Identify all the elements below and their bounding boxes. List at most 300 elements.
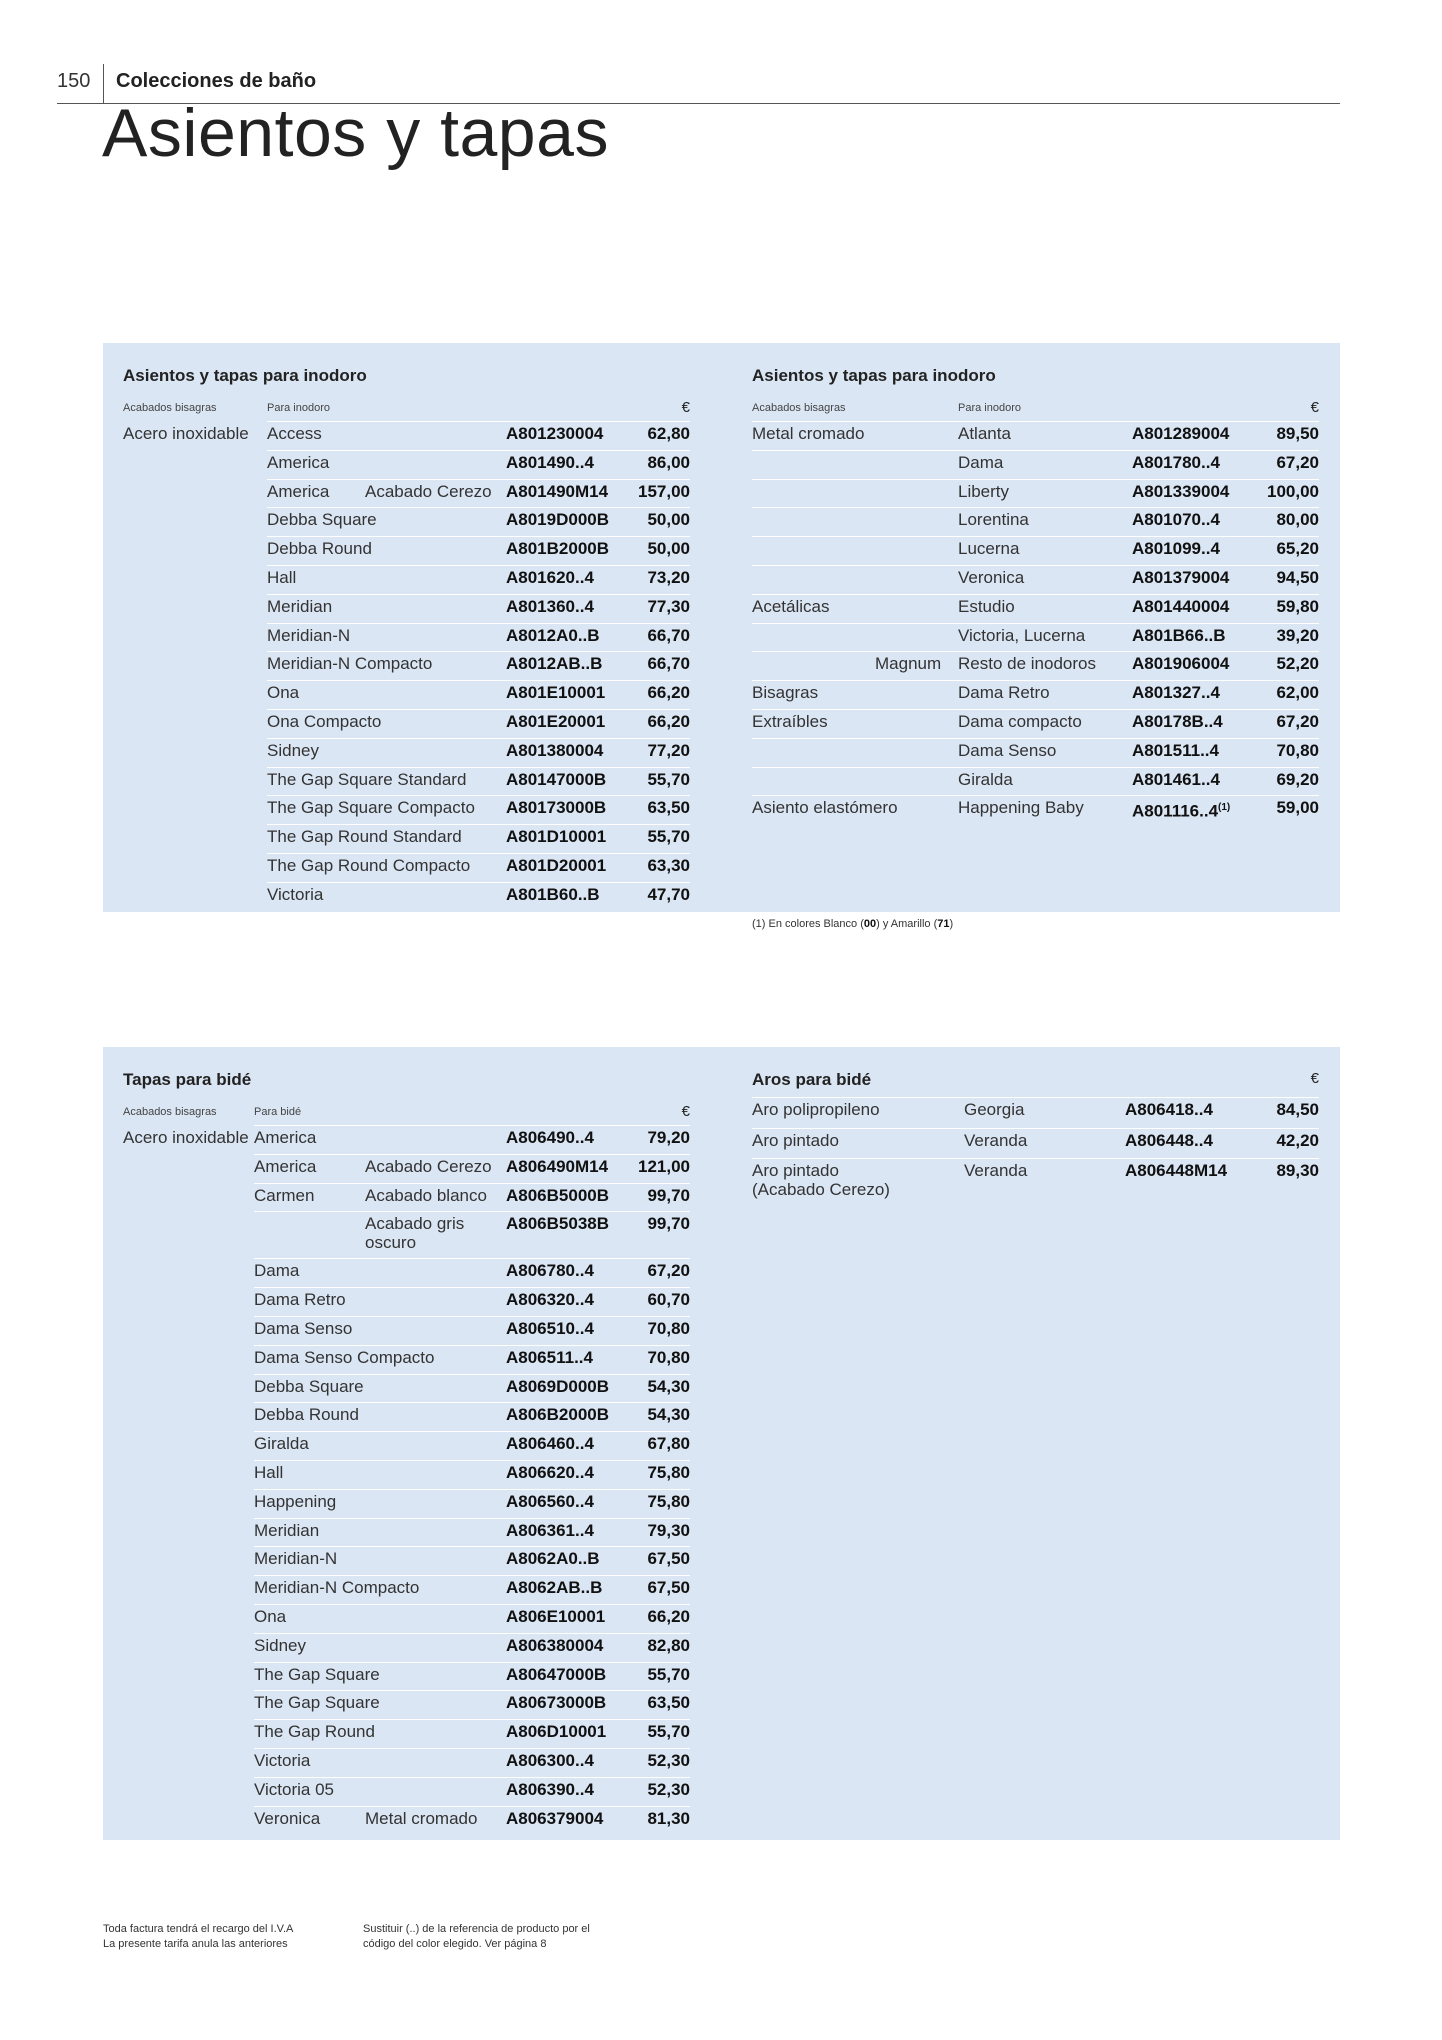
table-row bbox=[123, 565, 690, 594]
finish-cell: Bisagras bbox=[752, 683, 819, 703]
table-row bbox=[123, 1402, 690, 1431]
table-row bbox=[123, 594, 690, 623]
model-cell: Victoria bbox=[254, 1751, 311, 1770]
code-cell: A80178B..4 bbox=[1132, 712, 1223, 731]
price-cell: 79,20 bbox=[647, 1128, 690, 1147]
code-cell: A806490M14 bbox=[506, 1156, 609, 1176]
model-cell: Victoria, Lucerna bbox=[958, 625, 1086, 645]
price-cell: 84,50 bbox=[1276, 1100, 1319, 1119]
table-row bbox=[123, 479, 690, 508]
row-divider bbox=[254, 1719, 690, 1720]
price-cell: 66,20 bbox=[647, 1607, 690, 1626]
code-cell: A801289004 bbox=[1132, 424, 1230, 443]
code-cell: A801360..4 bbox=[506, 596, 594, 616]
price-cell: 70,80 bbox=[1276, 740, 1319, 760]
column-header bbox=[123, 1103, 690, 1123]
col-finish-header: Acabados bisagras bbox=[123, 1106, 217, 1118]
price-cell: 63,50 bbox=[647, 798, 690, 818]
section-title: Colecciones de baño bbox=[116, 70, 317, 92]
price-cell: 67,20 bbox=[647, 1261, 690, 1281]
footer-line: Sustituir (..) de la referencia de producto por el bbox=[363, 1923, 590, 1935]
row-divider bbox=[254, 1431, 690, 1432]
page-title: Asientos y tapas bbox=[102, 95, 609, 171]
row-divider bbox=[752, 479, 1319, 480]
finish-cell: Acetálicas bbox=[752, 596, 830, 616]
price-cell: 52,30 bbox=[647, 1779, 690, 1799]
code-cell: A8069D000B bbox=[506, 1376, 610, 1396]
row-divider bbox=[267, 565, 690, 566]
table-row bbox=[752, 1128, 1319, 1159]
model-cell: Veranda bbox=[964, 1130, 1028, 1150]
code-cell: A806620..4 bbox=[506, 1463, 594, 1482]
row-divider bbox=[752, 565, 1319, 566]
model-cell: Meridian bbox=[254, 1520, 320, 1540]
model-cell: America bbox=[267, 452, 330, 472]
model-cell: America bbox=[254, 1156, 317, 1176]
code-cell: A806511..4 bbox=[506, 1347, 593, 1367]
row-divider bbox=[267, 680, 690, 681]
table-row bbox=[123, 1460, 690, 1489]
table-row bbox=[752, 767, 1319, 796]
table-row bbox=[123, 1662, 690, 1691]
table-row bbox=[123, 1489, 690, 1518]
table-row bbox=[123, 824, 690, 853]
model-cell: Happening bbox=[254, 1491, 337, 1511]
price-cell: 70,80 bbox=[647, 1319, 690, 1338]
table-row bbox=[752, 623, 1319, 652]
table-title: Tapas para bidé bbox=[123, 1070, 252, 1089]
code-cell: A8012AB..B bbox=[506, 654, 603, 674]
row-divider bbox=[752, 507, 1319, 508]
type-cell: Aro pintado bbox=[752, 1130, 839, 1150]
model-cell: Sidney bbox=[254, 1635, 306, 1655]
footer-line: Toda factura tendrá el recargo del I.V.A bbox=[103, 1923, 294, 1935]
model-cell: Dama Senso bbox=[254, 1319, 353, 1338]
code-cell: A806B2000B bbox=[506, 1405, 610, 1425]
price-cell: 94,50 bbox=[1276, 568, 1319, 587]
type-cell: Aro pintado bbox=[752, 1161, 839, 1180]
code-cell: A806418..4 bbox=[1125, 1100, 1213, 1119]
row-divider bbox=[254, 1287, 690, 1288]
row-divider bbox=[254, 1633, 690, 1634]
row-divider bbox=[254, 1258, 690, 1259]
footnote-text: (1) En colores Blanco ( bbox=[752, 918, 864, 930]
row-divider bbox=[752, 1097, 1319, 1098]
row-divider bbox=[254, 1345, 690, 1346]
price-cell: 86,00 bbox=[647, 452, 690, 472]
row-divider bbox=[254, 1154, 690, 1155]
table-row bbox=[752, 536, 1319, 565]
table-row bbox=[123, 1719, 690, 1748]
model-cell: Debba Square bbox=[267, 510, 377, 530]
model-cell: Dama Senso bbox=[958, 740, 1057, 760]
finish-cell: Acero inoxidable bbox=[123, 424, 249, 443]
table-row bbox=[123, 1183, 690, 1212]
code-cell: A806460..4 bbox=[506, 1434, 594, 1454]
table-row bbox=[123, 1777, 690, 1806]
code-cell: A801D10001 bbox=[506, 827, 607, 847]
table-row bbox=[752, 450, 1319, 479]
model-cell: Dama Senso Compacto bbox=[254, 1347, 435, 1367]
row-divider bbox=[267, 421, 690, 422]
row-divider bbox=[254, 1748, 690, 1749]
code-cell: A801511..4 bbox=[1132, 740, 1219, 760]
code-cell: A806490..4 bbox=[506, 1128, 594, 1147]
model-cell: Debba Square bbox=[254, 1376, 364, 1396]
variant-cell: Acabado blanco bbox=[365, 1185, 487, 1205]
variant-cell: Metal cromado bbox=[365, 1808, 478, 1828]
price-cell: 89,50 bbox=[1276, 424, 1319, 443]
col-finish-header: Acabados bisagras bbox=[123, 402, 217, 414]
code-cell: A8062AB..B bbox=[506, 1578, 603, 1598]
code-cell: A801B66..B bbox=[1132, 625, 1226, 645]
table-row bbox=[123, 1806, 690, 1835]
row-divider bbox=[752, 1158, 1319, 1159]
row-divider bbox=[752, 709, 1319, 710]
code-cell: A806448M14 bbox=[1125, 1161, 1228, 1180]
model-cell: Hall bbox=[254, 1463, 284, 1482]
model-cell: Dama bbox=[958, 452, 1004, 472]
row-divider bbox=[254, 1211, 690, 1212]
price-cell: 81,30 bbox=[647, 1808, 690, 1828]
row-divider bbox=[254, 1777, 690, 1778]
row-divider bbox=[254, 1460, 690, 1461]
row-divider bbox=[254, 1662, 690, 1663]
table-row bbox=[123, 507, 690, 536]
table-row bbox=[123, 1748, 690, 1777]
table-row bbox=[752, 1097, 1319, 1128]
row-divider bbox=[254, 1690, 690, 1691]
code-cell: A801070..4 bbox=[1132, 510, 1220, 530]
price-cell: 60,70 bbox=[647, 1290, 690, 1310]
table-row bbox=[123, 1345, 690, 1374]
row-divider bbox=[752, 651, 1319, 652]
code-cell: A801D20001 bbox=[506, 856, 607, 875]
model-cell: Debba Round bbox=[254, 1405, 359, 1425]
page-number: 150 bbox=[57, 70, 91, 92]
code-cell: A8062A0..B bbox=[506, 1549, 600, 1569]
model-cell: Ona Compacto bbox=[267, 712, 382, 731]
code-cell: A801327..4 bbox=[1132, 683, 1220, 703]
table-row bbox=[123, 421, 690, 450]
model-cell: Giralda bbox=[958, 769, 1013, 789]
price-cell: 62,80 bbox=[647, 424, 690, 443]
code-cell: A806380004 bbox=[506, 1635, 604, 1655]
row-divider bbox=[254, 1546, 690, 1547]
model-cell: Lucerna bbox=[958, 539, 1020, 559]
price-cell: 65,20 bbox=[1276, 539, 1319, 559]
table-title: Aros para bidé bbox=[752, 1070, 872, 1089]
model-cell: Dama Retro bbox=[254, 1290, 346, 1310]
column-header bbox=[123, 399, 690, 419]
code-cell: A806780..4 bbox=[506, 1261, 594, 1281]
table-row bbox=[123, 450, 690, 479]
code-cell: A801230004 bbox=[506, 424, 604, 443]
row-divider bbox=[267, 795, 690, 796]
model-cell: Dama bbox=[254, 1261, 300, 1281]
table-row bbox=[752, 594, 1319, 623]
model-cell: Ona bbox=[254, 1607, 287, 1626]
footer-line: La presente tarifa anula las anteriores bbox=[103, 1938, 288, 1950]
model-cell: Victoria bbox=[267, 884, 324, 904]
table-row bbox=[752, 680, 1319, 709]
code-cell: A801440004 bbox=[1132, 596, 1230, 616]
code-cell: A801116..4$^{(1)}$ bbox=[1132, 802, 1231, 822]
price-cell: 67,80 bbox=[647, 1434, 690, 1454]
finish-cell: Acero inoxidable bbox=[123, 1128, 249, 1147]
code-cell: A806320..4 bbox=[506, 1290, 594, 1310]
row-divider bbox=[254, 1183, 690, 1184]
row-divider bbox=[267, 738, 690, 739]
code-cell: A806379004 bbox=[506, 1808, 604, 1828]
variant-cell: Acabado Cerezo bbox=[365, 481, 492, 501]
code-cell: A8012A0..B bbox=[506, 625, 600, 645]
row-divider bbox=[267, 479, 690, 480]
table-row bbox=[123, 536, 690, 565]
col-model-header: Para inodoro bbox=[267, 402, 330, 414]
price-cell: 67,50 bbox=[647, 1549, 690, 1569]
table-row bbox=[123, 1316, 690, 1345]
price-cell: 77,30 bbox=[647, 596, 690, 616]
table-row bbox=[123, 795, 690, 824]
price-cell: 42,20 bbox=[1276, 1130, 1319, 1150]
row-divider bbox=[254, 1806, 690, 1807]
code-cell: A806300..4 bbox=[506, 1751, 594, 1770]
row-divider bbox=[752, 623, 1319, 624]
code-cell: A801B60..B bbox=[506, 884, 600, 904]
model-cell: Georgia bbox=[964, 1100, 1025, 1119]
row-divider bbox=[267, 594, 690, 595]
column-header bbox=[752, 399, 1319, 419]
model-cell: Veranda bbox=[964, 1161, 1028, 1180]
table-row bbox=[752, 738, 1319, 767]
price-cell: 63,30 bbox=[647, 856, 690, 875]
model-cell: Lorentina bbox=[958, 510, 1029, 530]
price-cell: 55,70 bbox=[647, 827, 690, 847]
footnote-text: ) y Amarillo ( bbox=[876, 918, 938, 930]
table-row bbox=[752, 479, 1319, 508]
model-cell: The Gap Round Standard bbox=[267, 827, 462, 847]
type-cell: Aro polipropileno bbox=[752, 1100, 880, 1119]
table-row bbox=[123, 1575, 690, 1604]
model-cell: Dama Retro bbox=[958, 683, 1050, 703]
table-row bbox=[752, 709, 1319, 738]
variant-cell-line2: oscuro bbox=[365, 1233, 417, 1253]
code-cell: A801461..4 bbox=[1132, 769, 1220, 789]
table-row bbox=[123, 738, 690, 767]
row-divider bbox=[752, 767, 1319, 768]
row-divider bbox=[752, 450, 1319, 451]
model-cell: Meridian-N bbox=[267, 625, 351, 645]
table-row bbox=[123, 1211, 690, 1258]
footnote-color-code: 71 bbox=[937, 918, 950, 930]
model-cell: Giralda bbox=[254, 1434, 309, 1454]
footnote bbox=[752, 918, 953, 930]
type-cell-line2: (Acabado Cerezo) bbox=[752, 1180, 890, 1199]
price-cell: 99,70 bbox=[647, 1185, 690, 1205]
code-cell: A801780..4 bbox=[1132, 452, 1220, 472]
code-cell: A801490..4 bbox=[506, 452, 594, 472]
table-row bbox=[123, 1431, 690, 1460]
footnote-text: ) bbox=[949, 918, 954, 930]
model-cell: America bbox=[254, 1128, 317, 1147]
code-cell: A801379004 bbox=[1132, 568, 1230, 587]
footer-color-note bbox=[363, 1922, 590, 1952]
row-divider bbox=[267, 767, 690, 768]
code-cell: A806510..4 bbox=[506, 1319, 594, 1338]
footer-line: código del color elegido. Ver página 8 bbox=[363, 1938, 547, 1950]
code-cell: A801E10001 bbox=[506, 683, 606, 703]
price-cell: 55,70 bbox=[647, 1722, 690, 1742]
code-cell: A801380004 bbox=[506, 740, 604, 760]
price-cell: 66,70 bbox=[647, 625, 690, 645]
price-cell: 55,70 bbox=[647, 1664, 690, 1684]
price-cell: 100,00 bbox=[1267, 481, 1319, 501]
footnote-marker: (1) bbox=[1218, 802, 1231, 814]
code-cell: A801E20001 bbox=[506, 712, 606, 731]
model-cell: Hall bbox=[267, 568, 297, 587]
row-divider bbox=[752, 1128, 1319, 1129]
model-cell: Resto de inodoros bbox=[958, 654, 1096, 674]
price-cell: 99,70 bbox=[647, 1214, 690, 1234]
row-divider bbox=[752, 680, 1319, 681]
table-title: Asientos y tapas para inodoro bbox=[123, 366, 367, 385]
model-cell: Estudio bbox=[958, 596, 1015, 616]
row-divider bbox=[254, 1604, 690, 1605]
row-divider bbox=[752, 594, 1319, 595]
code-cell: A8019D000B bbox=[506, 510, 610, 530]
model-cell: Liberty bbox=[958, 481, 1010, 501]
price-cell: 55,70 bbox=[647, 769, 690, 789]
code-cell: A806E10001 bbox=[506, 1607, 606, 1626]
footnote-color-code: 00 bbox=[863, 918, 877, 930]
table-row bbox=[123, 709, 690, 738]
row-divider bbox=[752, 421, 1319, 422]
col-price-header: € bbox=[681, 399, 690, 416]
table-row bbox=[123, 1154, 690, 1183]
table-row bbox=[123, 1633, 690, 1662]
code-cell: A806448..4 bbox=[1125, 1130, 1213, 1150]
table-row bbox=[752, 795, 1319, 824]
price-cell: 121,00 bbox=[638, 1156, 690, 1176]
price-cell: 66,70 bbox=[647, 654, 690, 674]
col-finish-header: Acabados bisagras bbox=[752, 402, 846, 414]
price-cell: 73,20 bbox=[647, 568, 690, 587]
finish-cell: Metal cromado bbox=[752, 424, 865, 443]
row-divider bbox=[267, 709, 690, 710]
model-cell: The Gap Square bbox=[254, 1664, 380, 1684]
table-row bbox=[123, 1374, 690, 1403]
price-cell: 62,00 bbox=[1276, 683, 1319, 703]
model-cell: Meridian-N Compacto bbox=[254, 1578, 420, 1598]
model-cell: Debba Round bbox=[267, 539, 372, 559]
price-cell: 47,70 bbox=[647, 884, 690, 904]
model-cell: Veronica bbox=[254, 1808, 321, 1828]
price-cell: 89,30 bbox=[1276, 1161, 1319, 1180]
row-divider bbox=[254, 1374, 690, 1375]
sub-finish-cell: Magnum bbox=[875, 654, 942, 674]
row-divider bbox=[254, 1125, 690, 1126]
price-cell: 63,50 bbox=[647, 1693, 690, 1713]
row-divider bbox=[267, 853, 690, 854]
price-cell: 52,20 bbox=[1276, 654, 1319, 674]
code-cell: A801339004 bbox=[1132, 481, 1230, 501]
model-cell: Dama compacto bbox=[958, 712, 1082, 731]
price-cell: 59,80 bbox=[1276, 596, 1319, 616]
code-cell: A80147000B bbox=[506, 769, 607, 789]
price-cell: 79,30 bbox=[647, 1520, 690, 1540]
code-cell: A806560..4 bbox=[506, 1491, 594, 1511]
table-row bbox=[123, 767, 690, 796]
row-divider bbox=[267, 450, 690, 451]
price-cell: 54,30 bbox=[647, 1376, 690, 1396]
col-model-header: Para inodoro bbox=[958, 402, 1021, 414]
row-divider bbox=[267, 536, 690, 537]
row-divider bbox=[254, 1575, 690, 1576]
row-divider bbox=[267, 882, 690, 883]
code-cell: A801906004 bbox=[1132, 654, 1230, 674]
code-cell: A806B5000B bbox=[506, 1185, 610, 1205]
table-row bbox=[123, 1690, 690, 1719]
model-cell: Happening Baby bbox=[958, 798, 1084, 818]
price-cell: 66,20 bbox=[647, 683, 690, 703]
col-model-header: Para bidé bbox=[254, 1106, 302, 1118]
code-cell: A80647000B bbox=[506, 1664, 607, 1684]
table-title: Asientos y tapas para inodoro bbox=[752, 366, 996, 385]
table-row bbox=[752, 421, 1319, 450]
model-cell: Atlanta bbox=[958, 424, 1011, 443]
model-cell: The Gap Round Compacto bbox=[267, 856, 471, 875]
price-cell: 66,20 bbox=[647, 712, 690, 731]
code-cell: A801490M14 bbox=[506, 481, 609, 501]
model-cell: The Gap Round bbox=[254, 1722, 375, 1742]
col-price-header: € bbox=[1310, 1070, 1319, 1087]
code-cell: A806361..4 bbox=[506, 1520, 594, 1540]
table-row bbox=[123, 680, 690, 709]
col-price-header: € bbox=[681, 1103, 690, 1120]
price-cell: 77,20 bbox=[647, 740, 690, 760]
variant-cell: Acabado gris bbox=[365, 1214, 465, 1234]
table-row bbox=[123, 623, 690, 652]
table-row bbox=[123, 1287, 690, 1316]
code-cell: A801B2000B bbox=[506, 539, 610, 559]
variant-cell: Acabado Cerezo bbox=[365, 1156, 492, 1176]
table-row bbox=[752, 507, 1319, 536]
row-divider bbox=[267, 507, 690, 508]
table-row bbox=[752, 565, 1319, 594]
model-cell: America bbox=[267, 481, 330, 501]
row-divider bbox=[752, 795, 1319, 796]
price-cell: 52,30 bbox=[647, 1751, 690, 1770]
table-row bbox=[123, 1125, 690, 1154]
price-cell: 67,20 bbox=[1276, 712, 1319, 731]
price-cell: 82,80 bbox=[647, 1635, 690, 1655]
row-divider bbox=[267, 651, 690, 652]
price-cell: 50,00 bbox=[647, 539, 690, 559]
model-cell: Meridian-N Compacto bbox=[267, 654, 433, 674]
price-cell: 67,50 bbox=[647, 1578, 690, 1598]
price-cell: 54,30 bbox=[647, 1405, 690, 1425]
finish-cell: Extraíbles bbox=[752, 712, 828, 731]
price-cell: 59,00 bbox=[1276, 798, 1319, 818]
table-row bbox=[752, 1158, 1319, 1199]
row-divider bbox=[254, 1489, 690, 1490]
row-divider bbox=[267, 623, 690, 624]
model-cell: Access bbox=[267, 424, 322, 443]
code-cell: A806D10001 bbox=[506, 1722, 607, 1742]
footer-tax-note bbox=[103, 1922, 293, 1952]
price-cell: 70,80 bbox=[647, 1347, 690, 1367]
